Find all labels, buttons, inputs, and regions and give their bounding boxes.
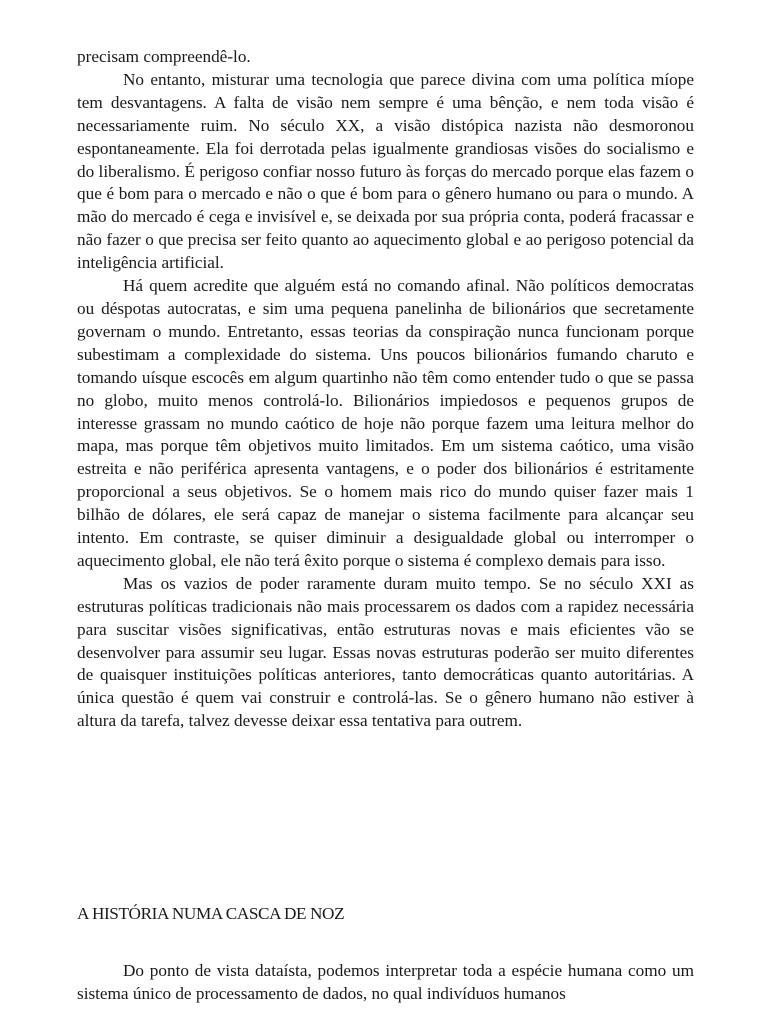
section-heading: A HISTÓRIA NUMA CASCA DE NOZ <box>77 904 345 923</box>
paragraph-billionaires: Há quem acredite que alguém está no comando afinal. Não políticos democratas ou déspotas autocratas, e sim uma pequena panelinha de bilionários que secretamente governam o mundo. Entretanto, essas teorias da conspiração nunca funcionam porque subestimam a complexidade do sistema. Uns poucos bilionários fumando charuto e tomando uísque escocês em algum quartinho não têm como entender tudo o que se passa no globo, muito menos controlá-lo. Bilionários impiedosos e pequenos grupos de interesse grassam no mundo caótico de hoje não porque fazem uma leitura melhor do mapa, mas porque têm objetivos muito limitados. Em um sistema caótico, uma visão estreita e não periférica apresenta vantagens, e o poder dos bilionários é estritamente proporcional a seus objetivos. Se o homem mais rico do mundo quiser fazer mais 1 bilhão de dólares, ele será capaz de manejar o sistema facilmente para alcançar seu intento. Em contraste, se quiser diminuir a desigualdade global ou interromper o aquecimento global, ele não terá êxito porque o sistema é complexo demais para isso. <box>77 276 694 570</box>
paragraph-dataist-view: Do ponto de vista dataísta, podemos interpretar toda a espécie humana como um sistema único de processamento de dados, no qual indivíduos humanos <box>77 961 694 1003</box>
paragraph-continuation: precisam compreendê-lo. <box>77 47 251 66</box>
paragraph-technology-politics: No entanto, misturar uma tecnologia que parece divina com uma política míope tem desvantagens. A falta de visão nem sempre é uma bênção, e nem toda visão é necessariamente ruim. No século XX, a visão distópica nazista não desmoronou espontaneamente. Ela foi derrotada pelas igualmente grandiosas visões do socialismo e do liberalismo. É perigoso confiar nosso futuro às forças do mercado porque elas fazem o que é bom para o mercado e não o que é bom para o gênero humano ou para o mundo. A mão do mercado é cega e invisível e, se deixada por sua própria conta, poderá fracassar e não fazer o que precisa ser feito quanto ao aquecimento global e ao perigoso potencial da inteligência artificial. <box>77 69 694 273</box>
body-text <box>77 46 694 733</box>
section-body <box>77 960 694 1006</box>
paragraph-power-vacuums: Mas os vazios de poder raramente duram muito tempo. Se no século XXI as estruturas políticas tradicionais não mais processarem os dados com a rapidez necessária para suscitar visões significativas, então estruturas novas e mais eficientes vão se desenvolver para assumir seu lugar. Essas novas estruturas poderão ser muito diferentes de quaisquer instituições políticas anteriores, tanto democráticas quanto autoritárias. A única questão é quem vai construir e controlá-las. Se o gênero humano não estiver à altura da tarefa, talvez devesse deixar essa tentativa para outrem. <box>77 573 694 731</box>
